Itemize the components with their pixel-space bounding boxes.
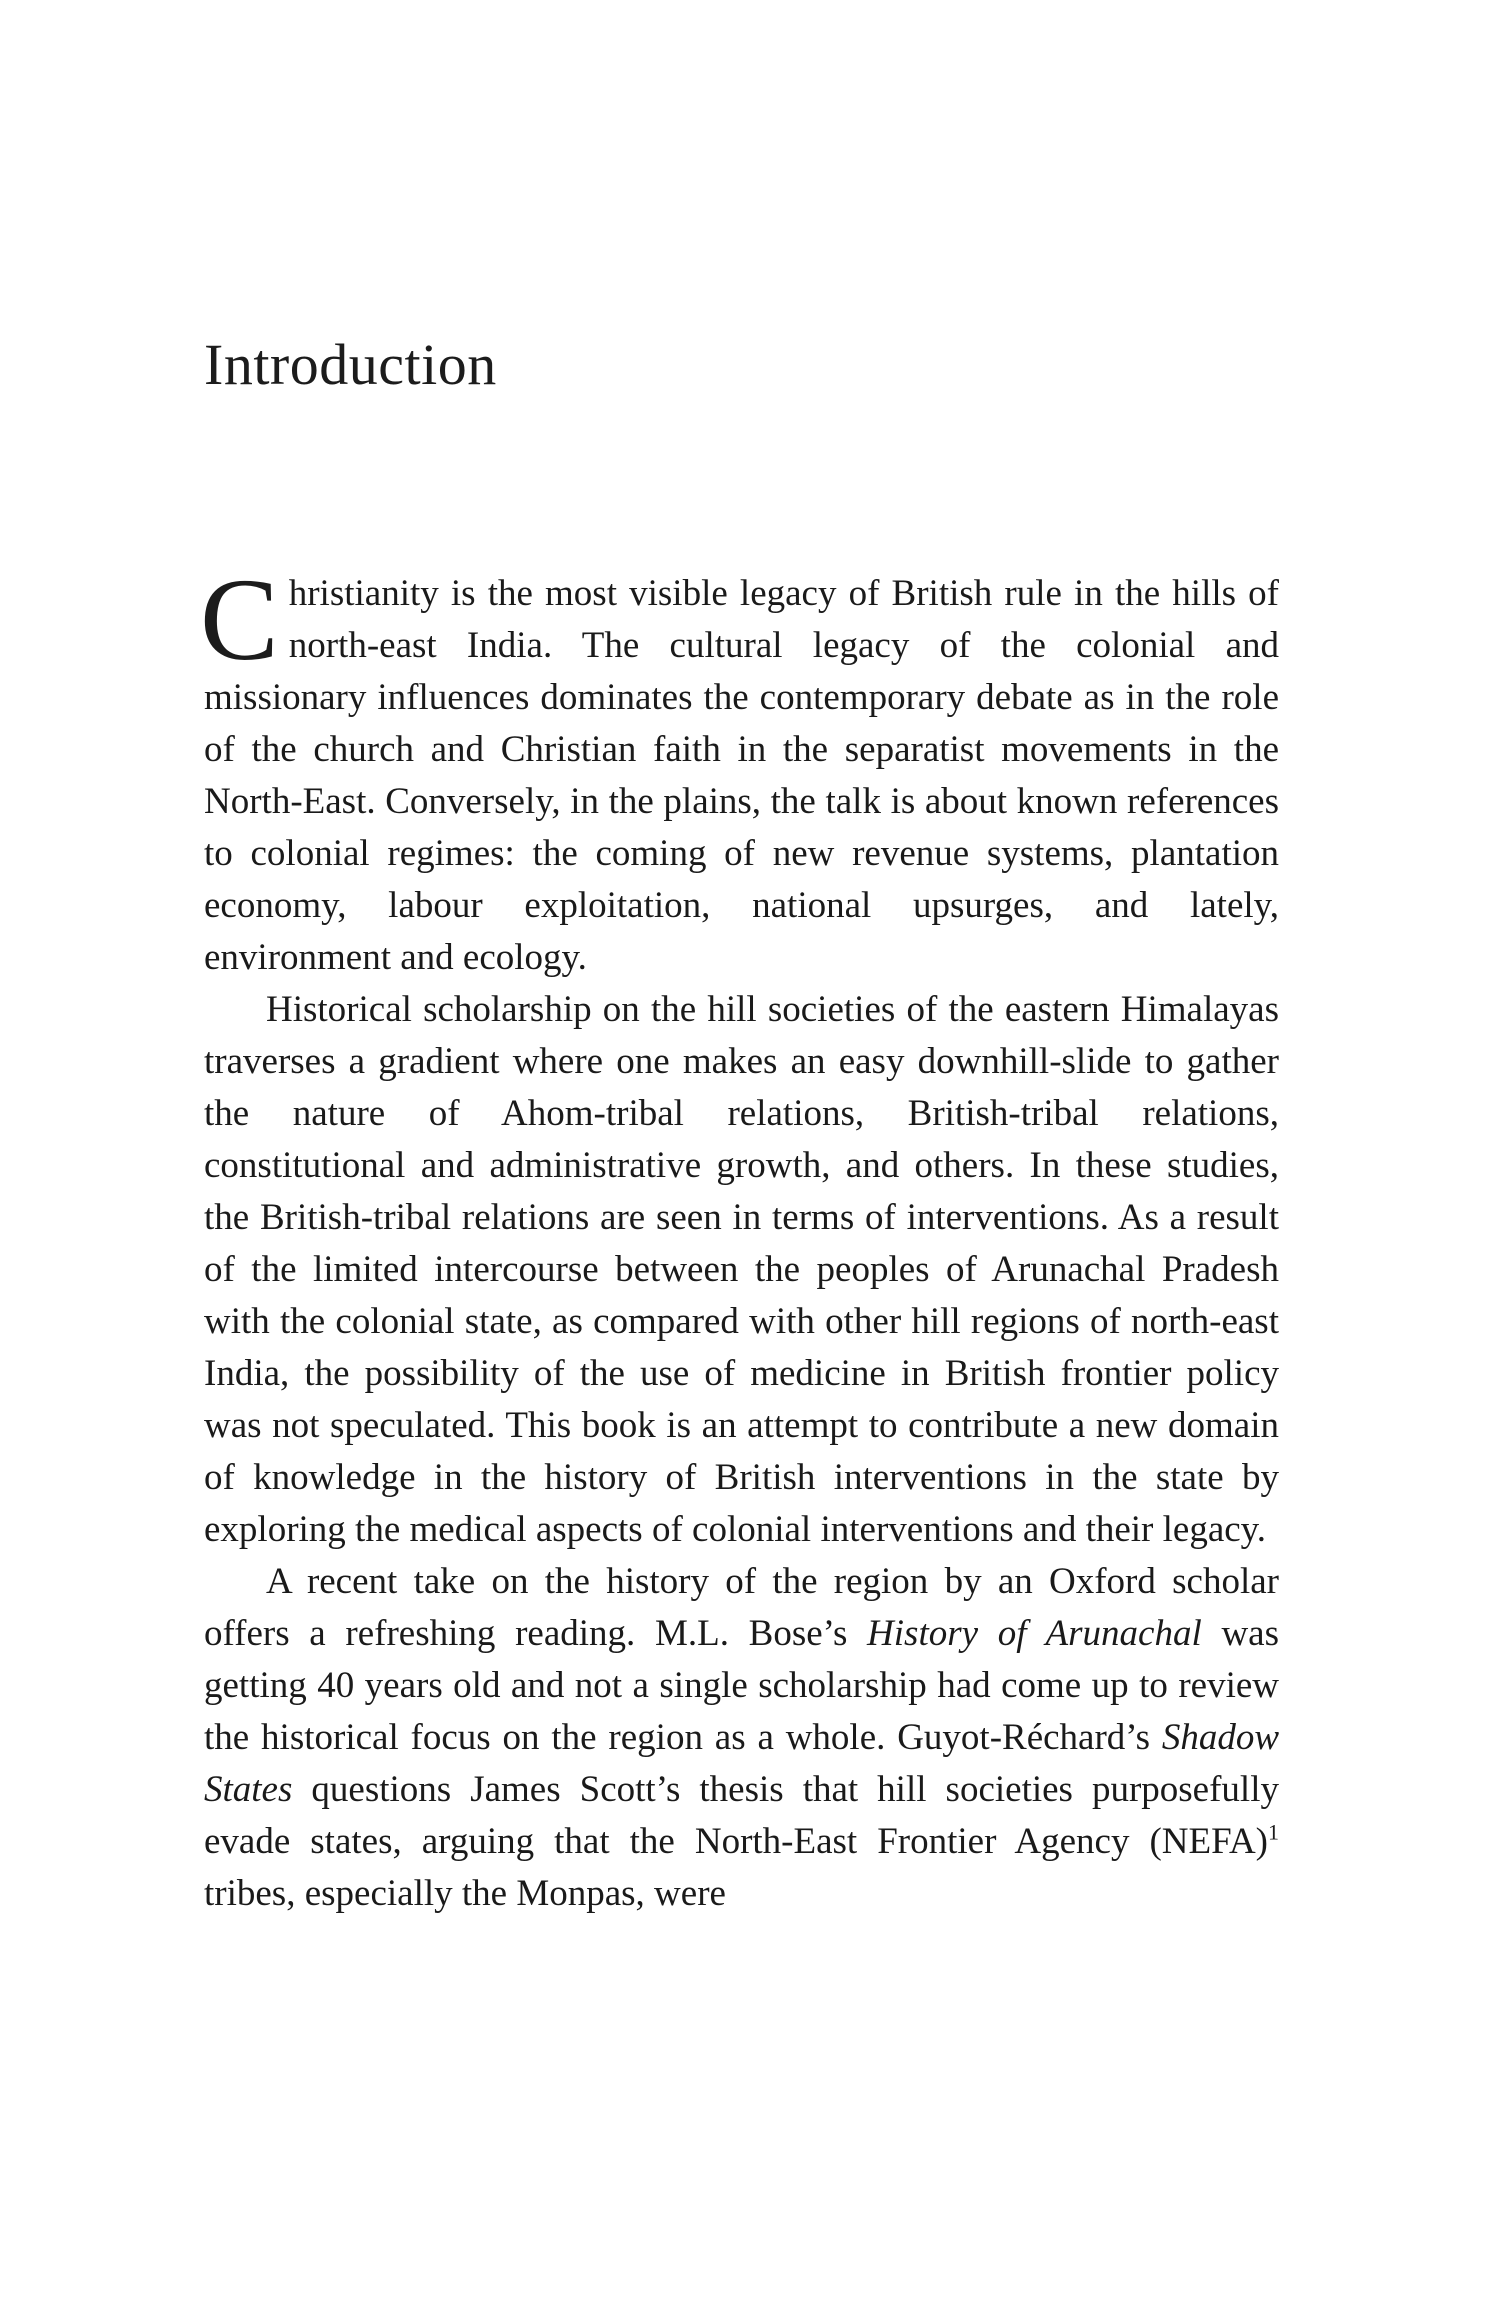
paragraph-3-text-4: tribes, especially the Monpas, were [204, 1873, 726, 1914]
chapter-title: Introduction [204, 332, 497, 397]
paragraph-3 [204, 1556, 1279, 1920]
paragraph-1-text: hristianity is the most visible legacy of British rule in the hills of north-east India. The cultural legacy of the colonial and missionary influences dominates the contemporary debate as in the role of the church and Christian faith in the separatist movements in the North-East. Conversely, in the plains, the talk is about known references to colonial regimes: the coming of new revenue systems, plantation economy, labour exploitation, national upsurges, and lately, environment and ecology. [204, 573, 1279, 978]
footnote-reference[interactable]: 1 [1268, 1819, 1279, 1845]
paragraph-3-text-2: was getting 40 years old and not a single scholarship had come up to review the historical focus on the region as a whole. Guyot-Réchard’s [204, 1613, 1279, 1758]
paragraph-1 [200, 554, 1279, 984]
book-title-shadow-states: Shadow States [204, 1717, 1279, 1810]
paragraph-3-text-3: questions James Scott’s thesis that hill societies purposefully evade states, arguing that the North-East Frontier Agency (NEFA) [204, 1769, 1279, 1862]
paragraph-3-text-1: A recent take on the history of the region by an Oxford scholar offers a refreshing reading. M.L. Bose’s [204, 1561, 1279, 1654]
paragraph-2 [204, 984, 1279, 1556]
paragraph-2-text: Historical scholarship on the hill societies of the eastern Himalayas traverses a gradient where one makes an easy downhill-slide to gather the nature of Ahom-tribal relations, British-tribal relations, constitutional and administrative growth, and others. In these studies, the British-tribal relations are seen in terms of interventions. As a result of the limited intercourse between the peoples of Arunachal Pradesh with the colonial state, as compared with other hill regions of north-east India, the possibility of the use of medicine in British frontier policy was not speculated. This book is an attempt to contribute a new domain of knowledge in the history of British interventions in the state by exploring the medical aspects of colonial interventions and their legacy. [204, 989, 1279, 1550]
body-text [200, 554, 1279, 1920]
book-title-history-of-arunachal: History of Arunachal [867, 1613, 1202, 1654]
drop-cap: C [200, 554, 279, 685]
